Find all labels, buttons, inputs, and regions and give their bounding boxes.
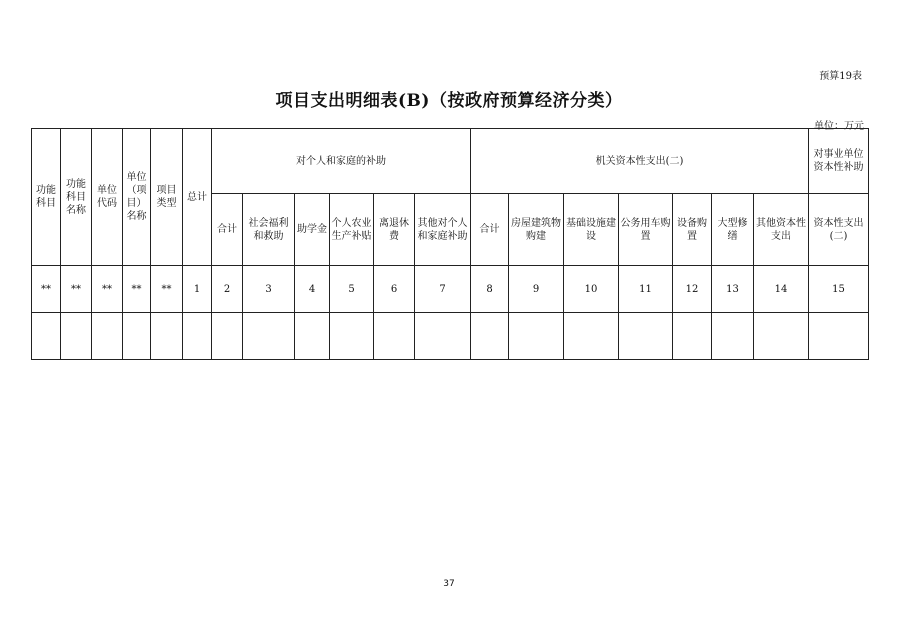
empty-cell (564, 313, 619, 360)
empty-cell (92, 313, 123, 360)
budget-table (31, 128, 869, 360)
sub-header-cell: 个人农业生产补贴 (330, 194, 374, 266)
code-cell: 8 (471, 266, 509, 313)
sub-header-cell: 其他资本性支出 (754, 194, 809, 266)
empty-cell (673, 313, 712, 360)
empty-cell (212, 313, 243, 360)
code-cell: 4 (295, 266, 330, 313)
group-header: 对事业单位资本性补助 (809, 129, 869, 194)
sub-header-cell: 设备购置 (673, 194, 712, 266)
sub-header-cell: 公务用车购置 (619, 194, 673, 266)
empty-cell (32, 313, 61, 360)
header-cell: 单位（项目）名称 (123, 129, 151, 266)
form-number: 预算19表 (819, 71, 862, 82)
group-header: 对个人和家庭的补助 (212, 129, 471, 194)
header-cell: 功能科目名称 (61, 129, 92, 266)
header-cell: 总计 (183, 129, 212, 266)
code-cell: ** (61, 266, 92, 313)
empty-cell (61, 313, 92, 360)
code-cell: ** (32, 266, 61, 313)
empty-cell (471, 313, 509, 360)
empty-cell (509, 313, 564, 360)
code-cell: 7 (415, 266, 471, 313)
sub-header-cell: 大型修缮 (712, 194, 754, 266)
code-cell: 6 (374, 266, 415, 313)
empty-cell (295, 313, 330, 360)
sub-header-cell: 房屋建筑物购建 (509, 194, 564, 266)
code-cell: ** (92, 266, 123, 313)
code-cell: 12 (673, 266, 712, 313)
code-cell: 1 (183, 266, 212, 313)
page-number: 37 (443, 579, 455, 589)
code-cell: 10 (564, 266, 619, 313)
header-cell: 功能科目 (32, 129, 61, 266)
empty-cell (415, 313, 471, 360)
code-cell: 2 (212, 266, 243, 313)
code-cell: 3 (243, 266, 295, 313)
code-cell: 11 (619, 266, 673, 313)
empty-cell (183, 313, 212, 360)
empty-cell (243, 313, 295, 360)
code-cell: 14 (754, 266, 809, 313)
code-cell: 15 (809, 266, 869, 313)
unit-label: 单位：万元 (814, 121, 864, 132)
sub-header-cell: 其他对个人和家庭补助 (415, 194, 471, 266)
sub-header-cell: 合计 (212, 194, 243, 266)
empty-data-row (32, 313, 869, 360)
code-cell: 9 (509, 266, 564, 313)
code-cell: 13 (712, 266, 754, 313)
sub-header-cell: 助学金 (295, 194, 330, 266)
header-cell: 单位代码 (92, 129, 123, 266)
sub-header-cell: 基础设施建设 (564, 194, 619, 266)
empty-cell (809, 313, 869, 360)
empty-cell (123, 313, 151, 360)
empty-cell (330, 313, 374, 360)
sub-header-cell: 资本性支出(二) (809, 194, 869, 266)
group-header: 机关资本性支出(二) (471, 129, 809, 194)
code-cell: ** (123, 266, 151, 313)
empty-cell (619, 313, 673, 360)
sub-header-cell: 合计 (471, 194, 509, 266)
code-cell: 5 (330, 266, 374, 313)
empty-cell (151, 313, 183, 360)
empty-cell (754, 313, 809, 360)
page-title: 项目支出明细表(B)（按政府预算经济分类） (275, 91, 623, 111)
header-row-groups (32, 129, 869, 194)
empty-cell (712, 313, 754, 360)
sub-header-cell: 社会福利和救助 (243, 194, 295, 266)
sub-header-cell: 离退休费 (374, 194, 415, 266)
empty-cell (374, 313, 415, 360)
code-cell: ** (151, 266, 183, 313)
header-cell: 项目类型 (151, 129, 183, 266)
code-row (32, 266, 869, 313)
